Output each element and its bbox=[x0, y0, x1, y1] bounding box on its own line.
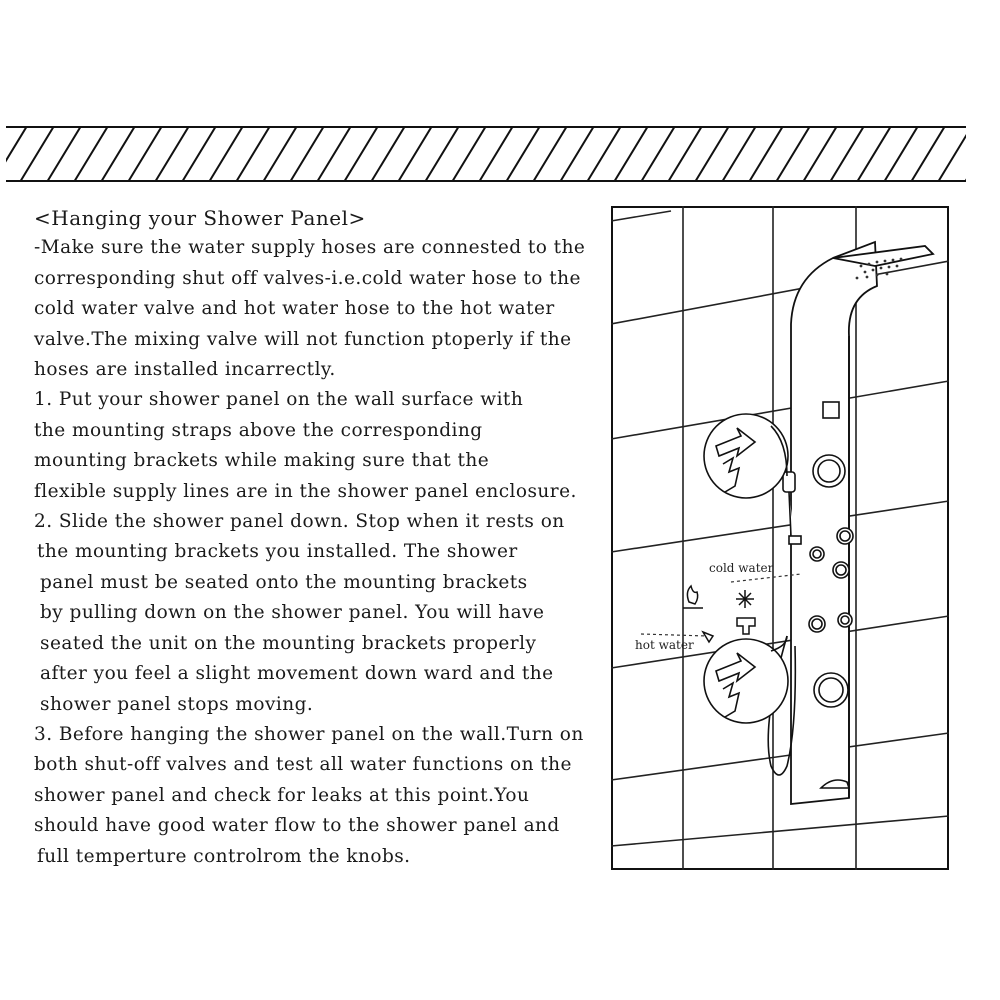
hatch-stroke bbox=[911, 126, 945, 182]
hatch-stroke bbox=[209, 126, 243, 182]
cold-water-label: cold water bbox=[709, 561, 774, 575]
hatch-stroke bbox=[533, 126, 567, 182]
hatch-stroke bbox=[695, 126, 729, 182]
instruction-line: valve.The mixing valve will not function ptoperly if the bbox=[34, 328, 572, 350]
hatch-stroke bbox=[317, 126, 351, 182]
instruction-line: both shut-off valves and test all water functions on the bbox=[34, 754, 572, 776]
instruction-line: seated the unit on the mounting brackets properly bbox=[40, 632, 537, 654]
hatch-stroke bbox=[614, 126, 648, 182]
hatch-stroke bbox=[344, 126, 378, 182]
hatch-stroke bbox=[74, 126, 108, 182]
hatch-stroke bbox=[452, 126, 486, 182]
hatch-stroke bbox=[884, 126, 918, 182]
hatch-stroke bbox=[668, 126, 702, 182]
hatch-stroke bbox=[803, 126, 837, 182]
instruction-line: shower panel and check for leaks at this point.You bbox=[34, 784, 530, 806]
hatch-stroke bbox=[155, 126, 189, 182]
hatch-stroke bbox=[6, 126, 27, 182]
hatch-stroke bbox=[749, 126, 783, 182]
instruction-line: mounting brackets while making sure that the bbox=[34, 450, 490, 472]
instruction-line: shower panel stops moving. bbox=[40, 693, 314, 715]
instruction-line: 2. Slide the shower panel down. Stop when it rests on bbox=[34, 511, 565, 533]
instruction-line: panel must be seated onto the mounting brackets bbox=[40, 571, 528, 593]
shower-panel-illustration bbox=[611, 206, 949, 870]
hatch-stroke bbox=[20, 126, 54, 182]
hatch-stroke bbox=[506, 126, 540, 182]
instruction-line: full temperture controlrom the knobs. bbox=[37, 845, 411, 867]
hatch-stroke bbox=[830, 126, 864, 182]
hatch-stroke bbox=[398, 126, 432, 182]
hatch-stroke bbox=[938, 126, 966, 182]
instruction-line: after you feel a slight movement down ward and the bbox=[40, 663, 554, 685]
hatch-stroke bbox=[236, 126, 270, 182]
instruction-line: hoses are installed incarrectly. bbox=[34, 359, 336, 381]
instruction-line: the mounting straps above the corresponding bbox=[34, 419, 483, 441]
instruction-line: corresponding shut off valves-i.e.cold water hose to the bbox=[34, 267, 581, 289]
hatch-stroke bbox=[182, 126, 216, 182]
instruction-line: the mounting brackets you installed. The shower bbox=[37, 541, 518, 563]
cold-valve-callout bbox=[704, 414, 788, 498]
hatch-stroke bbox=[479, 126, 513, 182]
hatch-stroke bbox=[128, 126, 162, 182]
instructions-text bbox=[34, 203, 594, 872]
hatch-stroke bbox=[47, 126, 81, 182]
hatch-stroke bbox=[857, 126, 891, 182]
hatch-stroke bbox=[290, 126, 324, 182]
hot-water-label: hot water bbox=[635, 638, 694, 652]
instruction-line: by pulling down on the shower panel. You will have bbox=[40, 602, 545, 624]
instruction-lines bbox=[34, 233, 594, 872]
instruction-line: 3. Before hanging the shower panel on the wall.Turn on bbox=[34, 723, 584, 745]
hatch-stroke bbox=[371, 126, 405, 182]
hatch-band bbox=[6, 126, 966, 182]
instruction-line: -Make sure the water supply hoses are connested to the bbox=[34, 237, 586, 259]
instruction-line: should have good water flow to the shower panel and bbox=[34, 815, 560, 837]
instruction-line: cold water valve and hot water hose to the hot water bbox=[34, 298, 555, 320]
instruction-line: 1. Put your shower panel on the wall surface with bbox=[34, 389, 524, 411]
hatch-stroke bbox=[641, 126, 675, 182]
hatch-stroke bbox=[587, 126, 621, 182]
hatch-stroke bbox=[425, 126, 459, 182]
hatch-stroke bbox=[776, 126, 810, 182]
section-title: <Hanging your Shower Panel> bbox=[34, 206, 366, 230]
hatch-stroke bbox=[101, 126, 135, 182]
hatch-stroke bbox=[560, 126, 594, 182]
hatch-stroke bbox=[263, 126, 297, 182]
hatch-stroke bbox=[722, 126, 756, 182]
instruction-line: flexible supply lines are in the shower panel enclosure. bbox=[34, 480, 577, 502]
